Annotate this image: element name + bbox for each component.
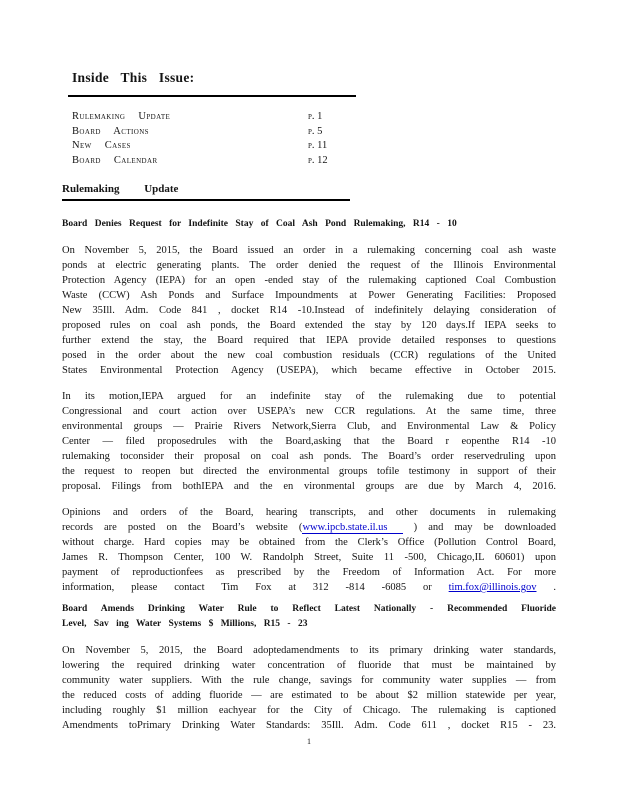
paragraph-line: including roughly $1 million eachyear for the City of Chicago. The rulemaking is captioned — [62, 705, 556, 716]
toc-item-page: p. 12 — [308, 154, 328, 166]
paragraph-line: ponds at electric generating plants. The order denied the request of the Illinois Environmental — [62, 260, 556, 271]
toc-item-page: p. 5 — [308, 125, 323, 137]
paragraph-line: On November 5, 2015, the Board adoptedamendments to its primary drinking water standards, — [62, 645, 556, 656]
paragraph-line: information, please contact Tim Fox at 312 -814 -6085 or tim.fox@illinois.gov . — [62, 582, 556, 593]
paragraph-line: payment of reproductionfees as prescribed by the Freedom of Information Act. For more — [62, 567, 556, 578]
email-link[interactable]: tim.fox@illinois.gov — [448, 582, 537, 593]
article-headline-line: Level, Sav ing Water Systems $ Millions, R15 - 23 — [62, 619, 308, 629]
paragraph — [62, 389, 556, 494]
paragraph-line: lowering the required drinking water concentration of fluoride that must be maintained by — [62, 660, 556, 671]
paragraph-line: community water suppliers. With the rule change, savings for community water supplies — from — [62, 675, 556, 686]
paragraph-line: records are posted on the Board’s website (www.ipcb.state.il.us ) and may be downloaded — [62, 522, 556, 533]
paragraph — [62, 643, 556, 733]
paragraph-line: James R. Thompson Center, 100 W. Randolph Street, Suite 11 -500, Chicago,IL 60601) upon — [62, 552, 556, 563]
toc-divider-rule — [68, 95, 356, 97]
paragraph-line: Center — filed proposedrules with the Board,asking that the Board r eopenthe R14 -10 — [62, 436, 556, 447]
article-headline-line: Board Amends Drinking Water Rule to Reflect Latest Nationally - Recommended Fluoride — [62, 604, 556, 614]
toc-row — [72, 154, 618, 169]
paragraph-line: further extend the stay, the Board required that IEPA provide detailed responses to questions — [62, 335, 556, 346]
toc-item-label: Board Actions — [72, 125, 149, 137]
paragraph-line: New 35Ill. Adm. Code 841 , docket R14 -10.Instead of indefinitely delaying consideration of — [62, 305, 556, 316]
paragraph-line: the request to reopen but directed the environmental groups tofile testimony in support of their — [62, 466, 556, 477]
website-link[interactable]: www.ipcb.state.il.us — [302, 522, 402, 534]
paragraph-line: Amendments toPrimary Drinking Water Standards: 35Ill. Adm. Code 611 , docket R15 - 23. — [62, 720, 556, 731]
article-headline-line: Board Denies Request for Indefinite Stay of Coal Ash Pond Rulemaking, R14 - 10 — [62, 219, 457, 229]
paragraph — [62, 505, 556, 595]
paragraph-line: Waste (CCW) Ash Ponds and Surface Impoundments at Power Generating Facilities: Proposed — [62, 290, 556, 301]
paragraph-line: In its motion,IEPA argued for an indefinite stay of the rulemaking due to potential — [62, 391, 556, 402]
paragraph-line: Opinions and orders of the Board, hearing transcripts, and other documents in rulemaking — [62, 507, 556, 518]
paragraph-line: the reduced costs of adding fluoride — are estimated to be about $2 million statewide per year, — [62, 690, 556, 701]
paragraph-line: On November 5, 2015, the Board issued an order in a rulemaking concerning coal ash waste — [62, 245, 556, 256]
paragraph-line: proposed rules on coal ash ponds, the Board extended the stay by 120 days.If IEPA seeks to — [62, 320, 556, 331]
article — [62, 217, 556, 595]
paragraph-line: Congressional and court action over USEPA’s new CCR regulations. At the same time, three — [62, 406, 556, 417]
toc-item-label: New Cases — [72, 140, 131, 151]
toc-row — [72, 139, 618, 154]
toc-item-label: Rulemaking Update — [72, 111, 171, 122]
toc-row — [72, 125, 618, 140]
paragraph-line: environmental groups — Prairie Rivers Network,Sierra Club, and Environmental Law & Policy — [62, 421, 556, 432]
paragraph — [62, 243, 556, 378]
toc-title: Inside This Issue: — [72, 70, 195, 85]
page-number: 1 — [307, 737, 311, 746]
toc-row — [72, 110, 618, 125]
toc-item-page: p. 11 — [308, 140, 328, 151]
paragraph-line: States Environmental Protection Agency (USEPA), which became effective in October 2015. — [62, 365, 556, 376]
table-of-contents — [72, 110, 618, 168]
paragraph-line: Protection Agency (IEPA) for an open -ended stay of the rulemaking captioned Coal Combustion — [62, 275, 556, 286]
toc-item-page: p. 1 — [308, 111, 323, 122]
paragraph-line: proposal. Filings from bothIEPA and the en vironmental groups are due by March 4, 2016. — [62, 481, 556, 492]
article — [62, 602, 556, 733]
page-content — [62, 183, 556, 733]
toc-item-label: Board Calendar — [72, 154, 158, 166]
section-heading: Rulemaking Update — [62, 183, 350, 201]
paragraph-line: posed in the order about the new coal combustion residuals (CCR) regulations of the United — [62, 350, 556, 361]
paragraph-line: rulemaking toconsider their proposal on coal ash ponds. The Board’s order reservedruling upon — [62, 451, 556, 462]
articles — [62, 217, 556, 733]
paragraph-line: without charge. Hard copies may be obtained from the Clerk’s Office (Pollution Control Board, — [62, 537, 556, 548]
